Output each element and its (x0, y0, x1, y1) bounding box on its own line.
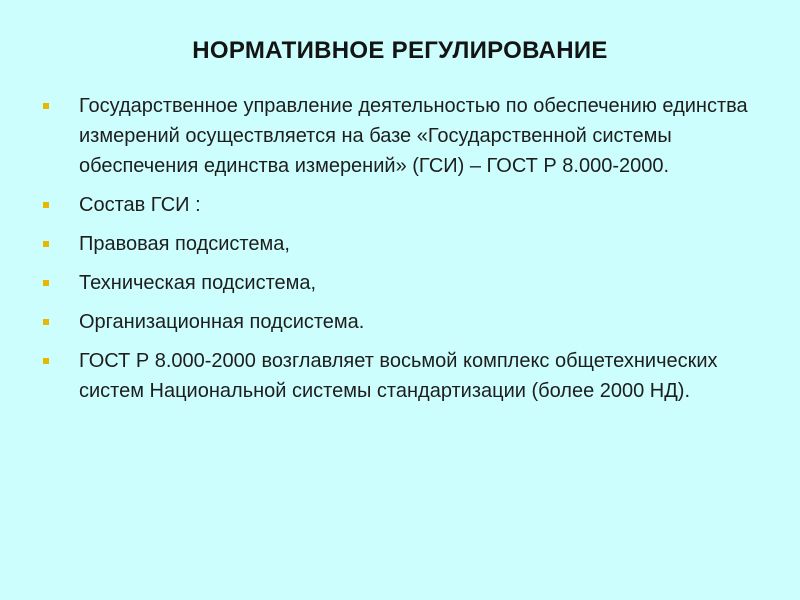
square-bullet-icon (43, 280, 49, 286)
square-bullet-icon (43, 319, 49, 325)
square-bullet-icon (43, 241, 49, 247)
bullet-item-technical-subsystem (41, 268, 771, 298)
bullet-item-gsi-composition (41, 190, 771, 220)
bullet-text: ГОСТ Р 8.000-2000 возглавляет восьмой комплекс общетехнических систем Национальной системы стандартизации (более 2000 НД). (79, 350, 718, 402)
square-bullet-icon (43, 103, 49, 109)
bullet-item-organizational-subsystem (41, 307, 771, 337)
bullet-list (41, 91, 771, 415)
square-bullet-icon (43, 202, 49, 208)
slide-title: НОРМАТИВНОЕ РЕГУЛИРОВАНИЕ (192, 37, 608, 64)
bullet-item-gost-standard (41, 346, 771, 406)
bullet-text: Государственное управление деятельностью по обеспечению единства измерений осуществляется на базе «Государственной системы обеспечения единства измерений» (ГСИ) – ГОСТ Р 8.000-2000. (79, 95, 748, 177)
bullet-text: Организационная подсистема. (79, 311, 365, 333)
bullet-item-gsi-management (41, 91, 771, 181)
square-bullet-icon (43, 358, 49, 364)
bullet-text: Правовая подсистема, (79, 233, 290, 255)
bullet-text: Техническая подсистема, (79, 272, 317, 294)
bullet-item-legal-subsystem (41, 229, 771, 259)
bullet-text: Состав ГСИ : (79, 194, 201, 216)
